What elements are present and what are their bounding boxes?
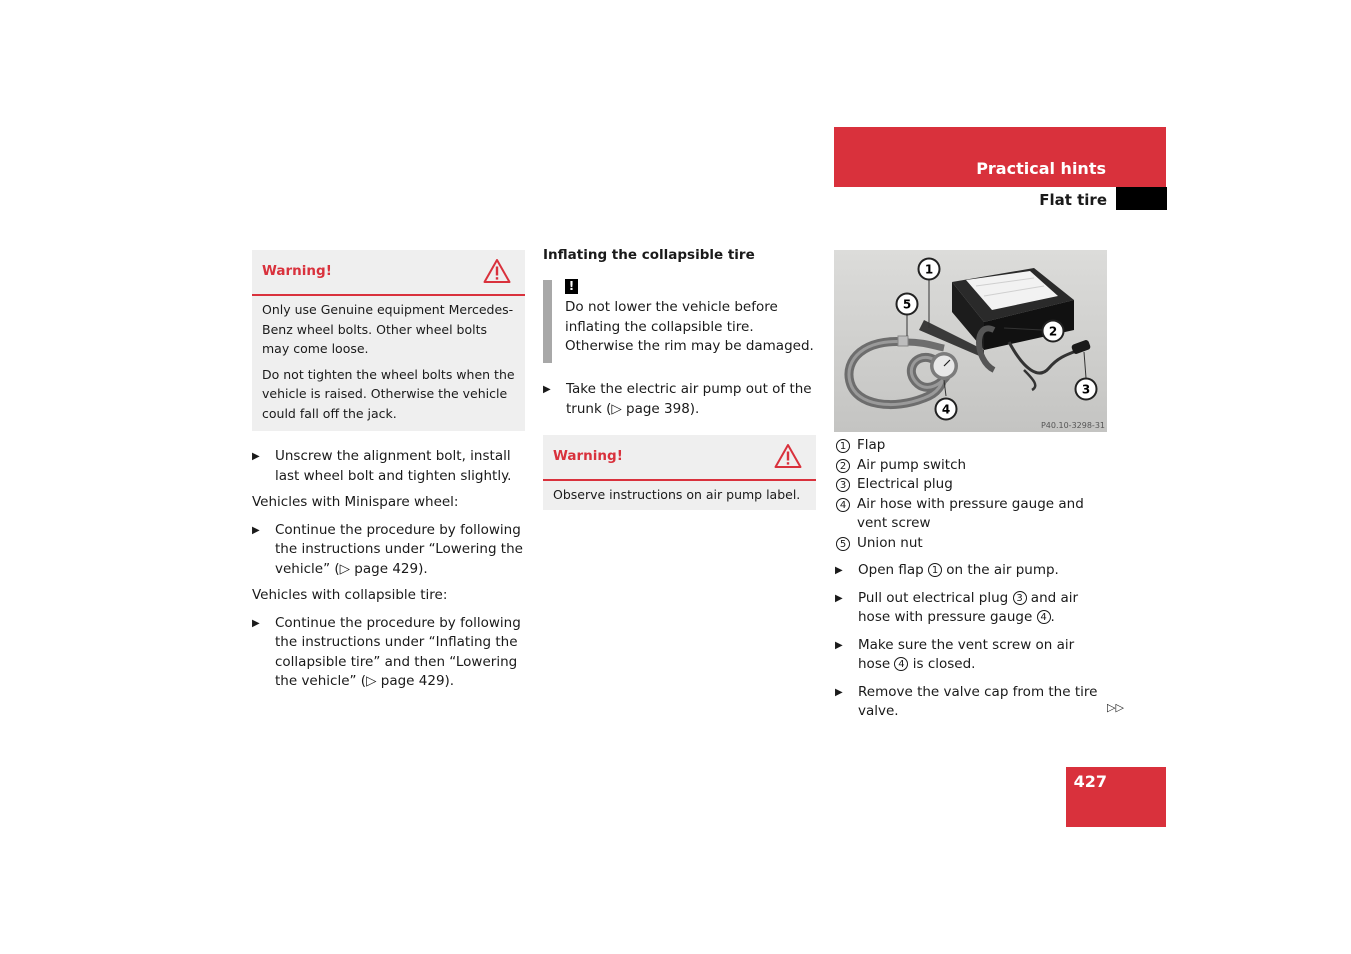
middle-steps bbox=[543, 380, 816, 419]
air-pump-illustration bbox=[834, 250, 1107, 432]
svg-text:2: 2 bbox=[1048, 324, 1058, 339]
paragraph: Vehicles with collapsible tire: bbox=[252, 587, 448, 603]
instruction-step: ▶ Unscrew the alignment bolt, install last wheel bolt and tighten slightly. bbox=[252, 448, 512, 484]
page-number: 427 bbox=[1073, 772, 1107, 791]
legend-item: 5 Union nut bbox=[835, 534, 1110, 554]
callout-2 bbox=[1043, 321, 1064, 342]
note-box bbox=[565, 278, 815, 357]
warning-paragraph: Observe instructions on air pump label. bbox=[553, 487, 801, 502]
instruction-step: ▶ Continue the procedure by following the instructions under “Lowering the vehicle” (▷ page 429). bbox=[252, 521, 523, 577]
warning-header bbox=[252, 250, 525, 296]
triangle-right-icon: ▶ bbox=[543, 384, 551, 395]
triangle-right-icon: ▶ bbox=[835, 592, 843, 604]
callout-1 bbox=[919, 259, 940, 280]
svg-text:1: 1 bbox=[924, 262, 934, 277]
triangle-right-icon: ▶ bbox=[835, 686, 843, 698]
legend-item: 2 Air pump switch bbox=[835, 456, 1110, 476]
section-header bbox=[834, 127, 1166, 187]
warning-triangle-icon bbox=[774, 443, 802, 469]
triangle-right-icon: ▶ bbox=[252, 617, 260, 629]
callout-3 bbox=[1076, 379, 1097, 400]
warning-box bbox=[252, 250, 525, 431]
continued-marker: ▷▷ bbox=[1107, 701, 1124, 714]
note-bar bbox=[543, 280, 552, 363]
right-column bbox=[835, 436, 1110, 722]
paragraph: Vehicles with Minispare wheel: bbox=[252, 494, 459, 510]
callout-4 bbox=[936, 399, 957, 420]
warning-triangle-icon bbox=[483, 258, 511, 284]
instruction-step: ▶ Take the electric air pump out of the trunk (▷ page 398). bbox=[543, 381, 812, 417]
callout-5 bbox=[897, 294, 918, 315]
air-pump-photo bbox=[834, 250, 1107, 432]
note-text: Do not lower the vehicle before inflating the collapsible tire. Otherwise the rim may be damaged. bbox=[565, 299, 814, 354]
instruction-step: ▶ Continue the procedure by following the instructions under “Inflating the collapsible tire” and then “Lowering the vehicle” (▷ page 429). bbox=[252, 614, 521, 689]
warning-paragraph: Do not tighten the wheel bolts when the vehicle is raised. Otherwise the vehicle could fall off the jack. bbox=[262, 366, 515, 421]
section-heading: Inflating the collapsible tire bbox=[543, 247, 755, 263]
legend-item: 4 Air hose with pressure gauge and vent screw bbox=[835, 495, 1110, 534]
svg-text:4: 4 bbox=[941, 402, 951, 417]
exclamation-icon: ! bbox=[565, 279, 578, 294]
section-tab-marker bbox=[1116, 187, 1167, 210]
warning-header bbox=[543, 435, 816, 481]
instruction-step: ▶ Pull out electrical plug 3 and air hose with pressure gauge 4 . bbox=[835, 589, 1079, 625]
section-title: Practical hints bbox=[976, 159, 1106, 178]
warning-label: Warning! bbox=[553, 448, 623, 464]
middle-column bbox=[543, 246, 816, 265]
svg-text:3: 3 bbox=[1081, 382, 1091, 397]
image-code: P40.10-3298-31 bbox=[1040, 421, 1105, 430]
triangle-right-icon: ▶ bbox=[252, 451, 260, 462]
warning-box bbox=[543, 435, 816, 510]
warning-label: Warning! bbox=[262, 263, 332, 279]
instruction-step: ▶ Open flap 1 on the air pump. bbox=[835, 561, 1110, 581]
triangle-right-icon: ▶ bbox=[252, 524, 260, 536]
subsection-title: Flat tire bbox=[1039, 191, 1107, 209]
left-column bbox=[252, 250, 525, 692]
triangle-right-icon: ▶ bbox=[835, 639, 843, 651]
instruction-step: ▶ Remove the valve cap from the tire valve. bbox=[835, 683, 1098, 719]
legend-item: 1 Flap bbox=[835, 436, 1110, 456]
legend-item: 3 Electrical plug bbox=[835, 475, 1110, 495]
triangle-right-icon: ▶ bbox=[835, 565, 843, 576]
svg-text:5: 5 bbox=[902, 297, 912, 312]
page-number-box bbox=[1066, 767, 1166, 827]
warning-paragraph: Only use Genuine equipment Mercedes-Benz wheel bolts. Other wheel bolts may come loose. bbox=[262, 302, 514, 356]
instruction-step: ▶ Make sure the vent screw on air hose 4 is closed. bbox=[835, 636, 1075, 672]
